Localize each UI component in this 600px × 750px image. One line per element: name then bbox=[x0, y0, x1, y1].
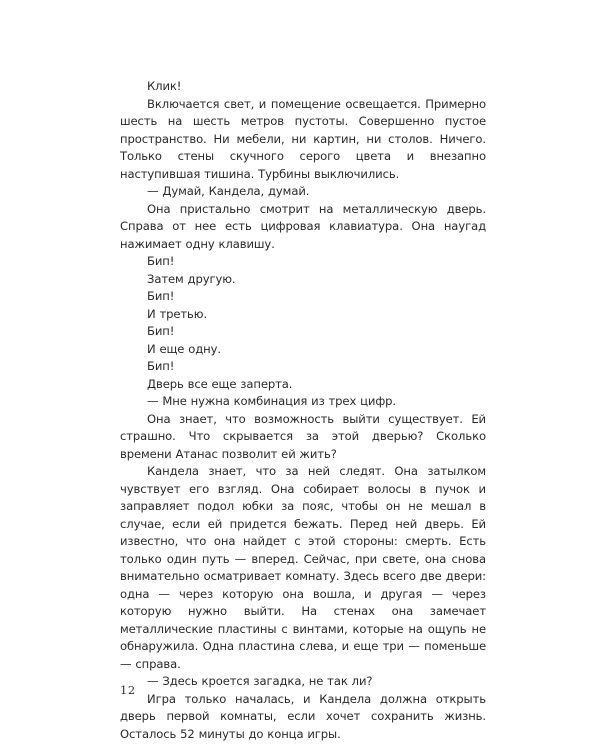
paragraph: Кандела знает, что за ней следят. Она затылком чувствует его взгляд. Она собирает волосы в пучок и заправляет подол юбки за пояс, чтобы он не мешал в случае, если ей придется бежать. Перед ней дверь. Ей известно, что она найдет с этой стороны: смерть. Есть только один путь — вперед. Сейчас, при свете, она снова внимательно осматривает комнату. Здесь всего две двери: одна — через которую она вошла, и другая — через которую нужно выйти. На стенах она замечает металлические пластины с винтами, которые на ощупь не обнаружила. Одна пластина слева, и еще три — поменьше — справа. bbox=[120, 464, 486, 671]
paragraph: — Думай, Кандела, думай. bbox=[147, 184, 310, 198]
paragraph: Клик! bbox=[147, 79, 182, 93]
paragraph: — Здесь кроется загадка, не так ли? bbox=[147, 674, 373, 688]
paragraph: Игра только началась, и Кандела должна открыть дверь первой комнаты, если хочет сохранить жизнь. Осталось 52 минуты до конца игры. bbox=[120, 691, 486, 741]
paragraph: Она знает, что возможность выйти существует. Ей страшно. Что скрывается за этой дверью? Сколько времени Атанас позволит ей жить? bbox=[120, 411, 486, 461]
paragraph: Затем другую. bbox=[147, 271, 236, 286]
paragraph: Бип! bbox=[147, 324, 175, 338]
paragraph: Бип! bbox=[147, 254, 175, 268]
body-text bbox=[120, 78, 486, 743]
paragraph: И третью. bbox=[147, 306, 208, 321]
paragraph: Дверь все еще заперта. bbox=[147, 376, 293, 391]
paragraph: И еще одну. bbox=[147, 341, 221, 356]
paragraph: Включается свет, и помещение освещается. Примерно шесть на шесть метров пустоты. Совершенно пустое пространство. Ни мебели, ни картин, ни столов. Ничего. Только стены скучного серого цвета и внезапно наступившая тишина. Турбины выключились. bbox=[120, 96, 486, 181]
paragraph: Бип! bbox=[147, 289, 175, 303]
page-number: 12 bbox=[120, 683, 136, 697]
paragraph: — Мне нужна комбинация из трех цифр. bbox=[147, 394, 396, 408]
paragraph: Бип! bbox=[147, 359, 175, 373]
paragraph: Она пристально смотрит на металлическую дверь. Справа от нее есть цифровая клавиатура. Она наугад нажимает одну клавишу. bbox=[120, 201, 486, 251]
